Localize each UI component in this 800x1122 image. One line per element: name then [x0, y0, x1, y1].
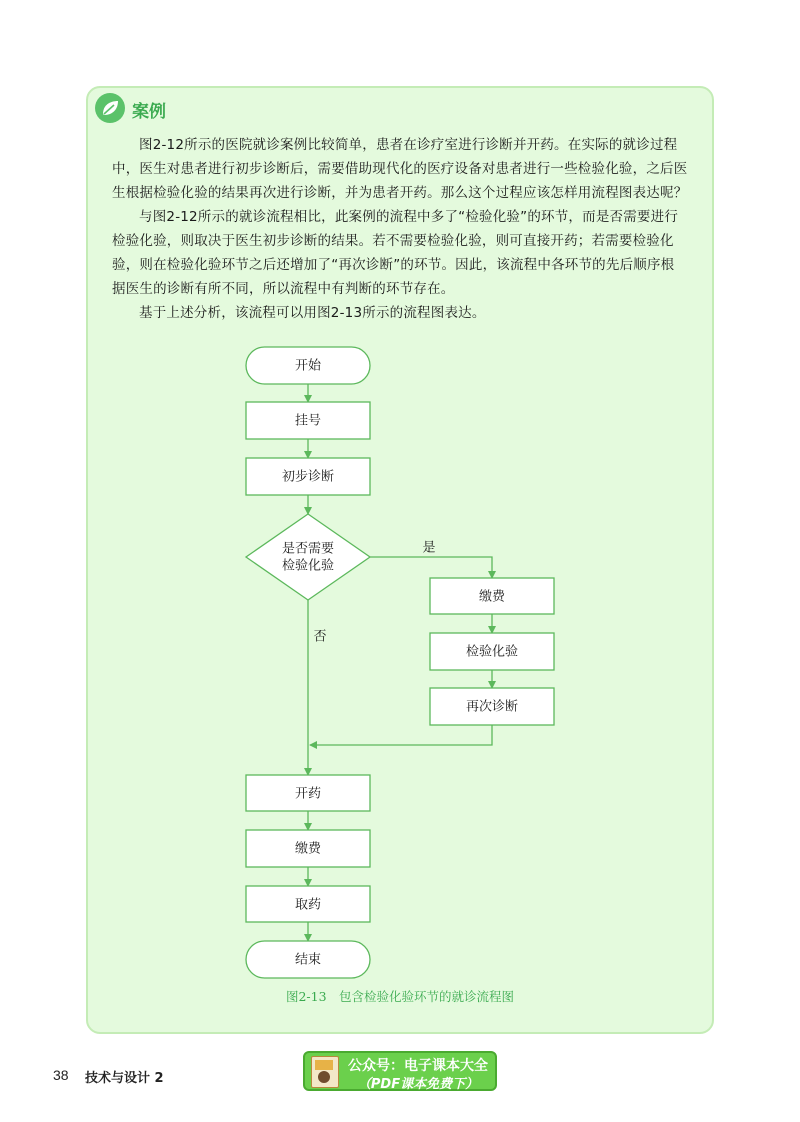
prescribe-label: 开药 [294, 786, 322, 802]
lab-test-label: 检验化验 [465, 644, 519, 660]
page-number: 38 [53, 1067, 69, 1083]
watermark-line2: （PDF课本免费下） [357, 1077, 479, 1092]
no-label: 否 [313, 629, 327, 645]
initial-diagnosis-label: 初步诊断 [281, 469, 335, 485]
case-title: 案例 [132, 102, 166, 122]
register-label: 挂号 [294, 413, 322, 429]
end-label: 结束 [294, 952, 322, 968]
decision-node [246, 514, 370, 600]
start-label: 开始 [294, 358, 322, 374]
pay-branch-label: 缴费 [478, 589, 506, 605]
case-paragraph-3: 基于上述分析，该流程可以用图2-13所示的流程图表达。 [139, 305, 486, 321]
pay-main-label: 缴费 [294, 841, 322, 857]
re-diagnosis-label: 再次诊断 [465, 699, 519, 715]
decision-label-line2: 检验化验 [281, 558, 335, 574]
arrow-yes-branch [370, 557, 492, 578]
book-title: 技术与设计 2 [85, 1071, 164, 1086]
case-paragraph-1: 图2-12所示的医院就诊案例比较简单，患者在诊疗室进行诊断并开药。在实际的就诊过程中，医生对患者进行初步诊断后，需要借助现代化的医疗设备对患者进行一些检验化验，之后医生根据检验化验的结果再次进行诊断，并为患者开药。那么这个过程应该怎样用流程图表达呢？ [112, 137, 688, 201]
watermark-banner [303, 1051, 497, 1091]
case-paragraph-2: 与图2-12所示的就诊流程相比，此案例的流程中多了“检验化验”的环节，而是否需要进行检验化验，则取决于医生初步诊断的结果。若不需要检验化验，则可直接开药；若需要检验化验，则在检验化验环节之后还增加了“再次诊断”的环节。因此，该流程中各环节的先后顺序根据医生的诊断有所不同，所以流程中有判断的环节存在。 [112, 209, 679, 297]
watermark-line1: 公众号：电子课本大全 [348, 1058, 488, 1074]
figure-caption: 图2-13 包含检验化验环节的就诊流程图 [285, 989, 515, 1004]
book-icon [311, 1056, 339, 1088]
arrow-merge [310, 725, 492, 745]
decision-label-line1: 是否需要 [281, 541, 335, 557]
get-medicine-label: 取药 [294, 897, 322, 913]
yes-label: 是 [422, 540, 436, 556]
